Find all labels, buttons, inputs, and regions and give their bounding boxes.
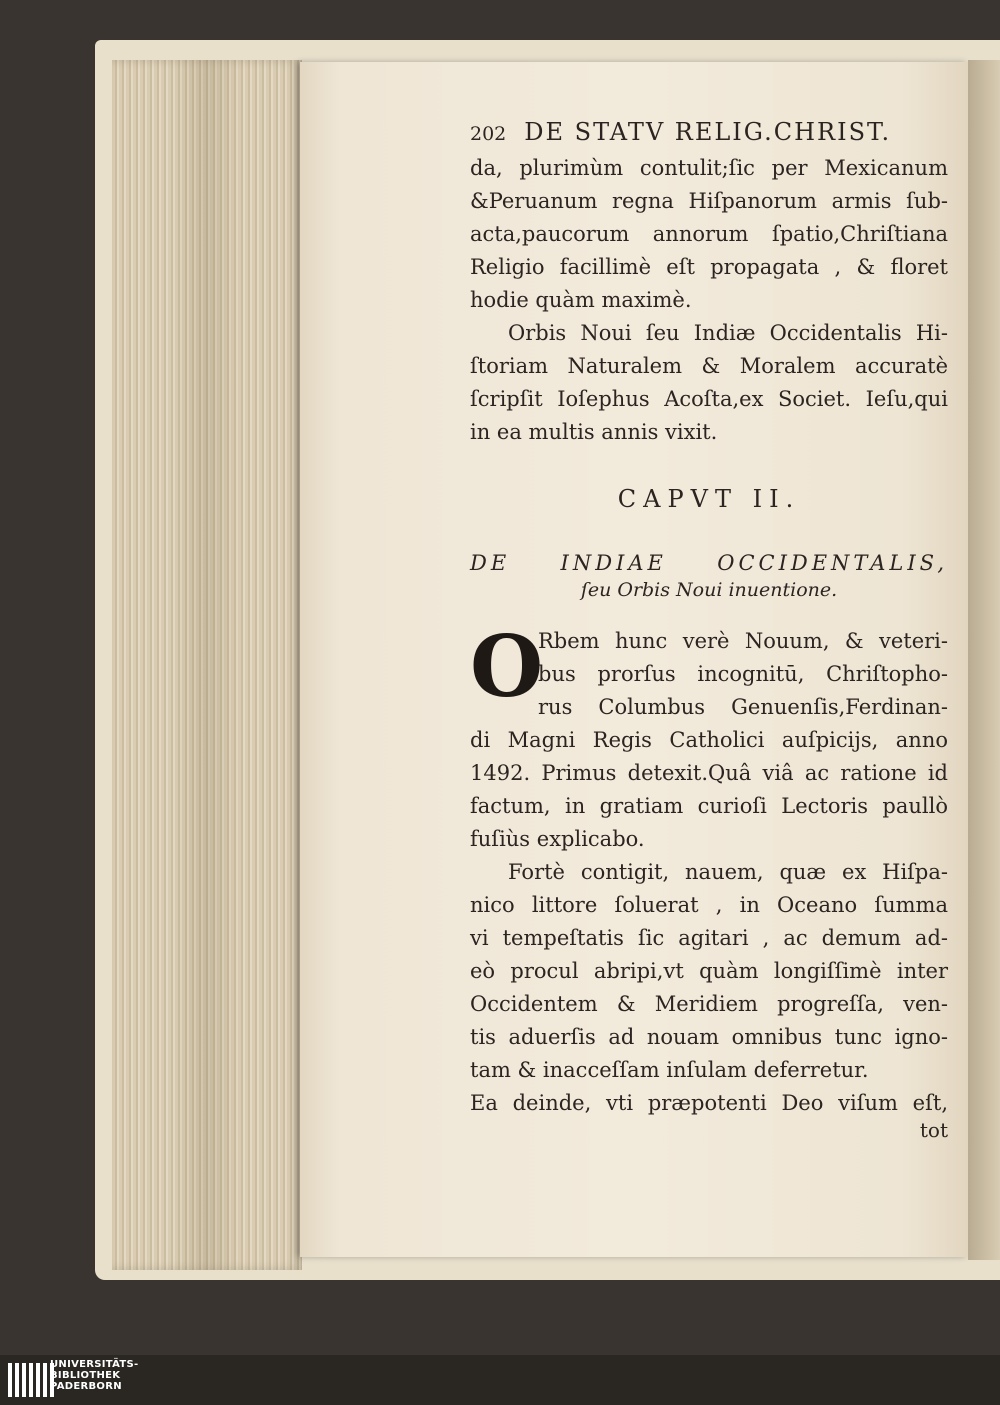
- text-line: rus Columbus Genuenſis,Ferdinan-: [538, 695, 948, 719]
- running-head-title: DE STATV RELIG.CHRIST.: [524, 118, 892, 146]
- text-line: in ea multis annis vixit.: [470, 420, 718, 444]
- text-line: hodie quàm maximè.: [470, 288, 692, 312]
- text-line: &Peruanum regna Hiſpanorum armis ſub-: [470, 189, 948, 213]
- text-line: acta,paucorum annorum ſpatio,Chriſtiana: [470, 222, 948, 246]
- page-number: 202: [470, 123, 507, 145]
- text-line: nico littore ſoluerat , in Oceano ſumma: [470, 893, 948, 917]
- chapter-title: DE INDIAE OCCIDENTALIS,: [470, 551, 948, 575]
- text-line: Ea deinde, vti præpotenti Deo viſum eſt,: [470, 1091, 948, 1115]
- text-line: tis aduerſis ad nouam omnibus tunc igno-: [470, 1025, 948, 1049]
- text-line: fuſiùs explicabo.: [470, 827, 645, 851]
- page-stack-fore-edge: [112, 60, 302, 1270]
- text-line: tam & inacceſſam inſulam deferretur.: [470, 1058, 869, 1082]
- text-line: vi tempeſtatis ſic agitari , ac demum ad-: [470, 926, 948, 950]
- text-line: Fortè contigit, nauem, quæ ex Hiſpa-: [508, 860, 948, 884]
- footer-bar: [0, 1355, 1000, 1405]
- chapter-heading: CAPVT II.: [617, 485, 801, 513]
- text-line: Occidentem & Meridiem progreſſa, ven-: [470, 992, 948, 1016]
- paragraph-3: [470, 617, 948, 856]
- logo-line: UNIVERSITÄTS-: [50, 1359, 139, 1370]
- running-head: [470, 118, 948, 146]
- text-line: factum, in gratiam curioſi Lectoris paullò: [470, 794, 948, 818]
- text-line: 1492. Primus detexit.Quâ viâ ac ratione id: [470, 761, 948, 785]
- page-text-block: [470, 118, 948, 1142]
- text-line: Religio facillimè eſt propagata , & floret: [470, 255, 948, 279]
- library-logo-text: [50, 1359, 139, 1392]
- facing-page-edge: [968, 60, 1000, 1260]
- text-line: eò procul abripi,vt quàm longiſſimè inter: [470, 959, 948, 983]
- chapter-subtitle: ſeu Orbis Noui inuentione.: [580, 579, 838, 601]
- library-logo-icon: [8, 1363, 54, 1397]
- catchword: tot: [919, 1118, 948, 1142]
- text-line: ſcripſit Ioſephus Acoſta,ex Societ. Ieſu,qui: [470, 387, 948, 411]
- text-line: da, plurimùm contulit;ſic per Mexicanum: [470, 156, 948, 180]
- logo-line: BIBLIOTHEK: [50, 1370, 121, 1381]
- text-line: Orbis Noui ſeu Indiæ Occidentalis Hi-: [508, 321, 948, 345]
- paragraph-2: [470, 317, 948, 449]
- text-line: ſtoriam Naturalem & Moralem accuratè: [470, 354, 948, 378]
- paragraph-1: [470, 152, 948, 317]
- paragraph-4: [470, 856, 948, 1120]
- text-line: di Magni Regis Catholici auſpicijs, anno: [470, 728, 948, 752]
- text-line: bus prorſus incognitū, Chriſtopho-: [538, 662, 948, 686]
- logo-line: PADERBORN: [50, 1381, 122, 1392]
- text-line: Rbem hunc verè Nouum, & veteri-: [538, 629, 948, 653]
- drop-cap: O: [470, 617, 544, 716]
